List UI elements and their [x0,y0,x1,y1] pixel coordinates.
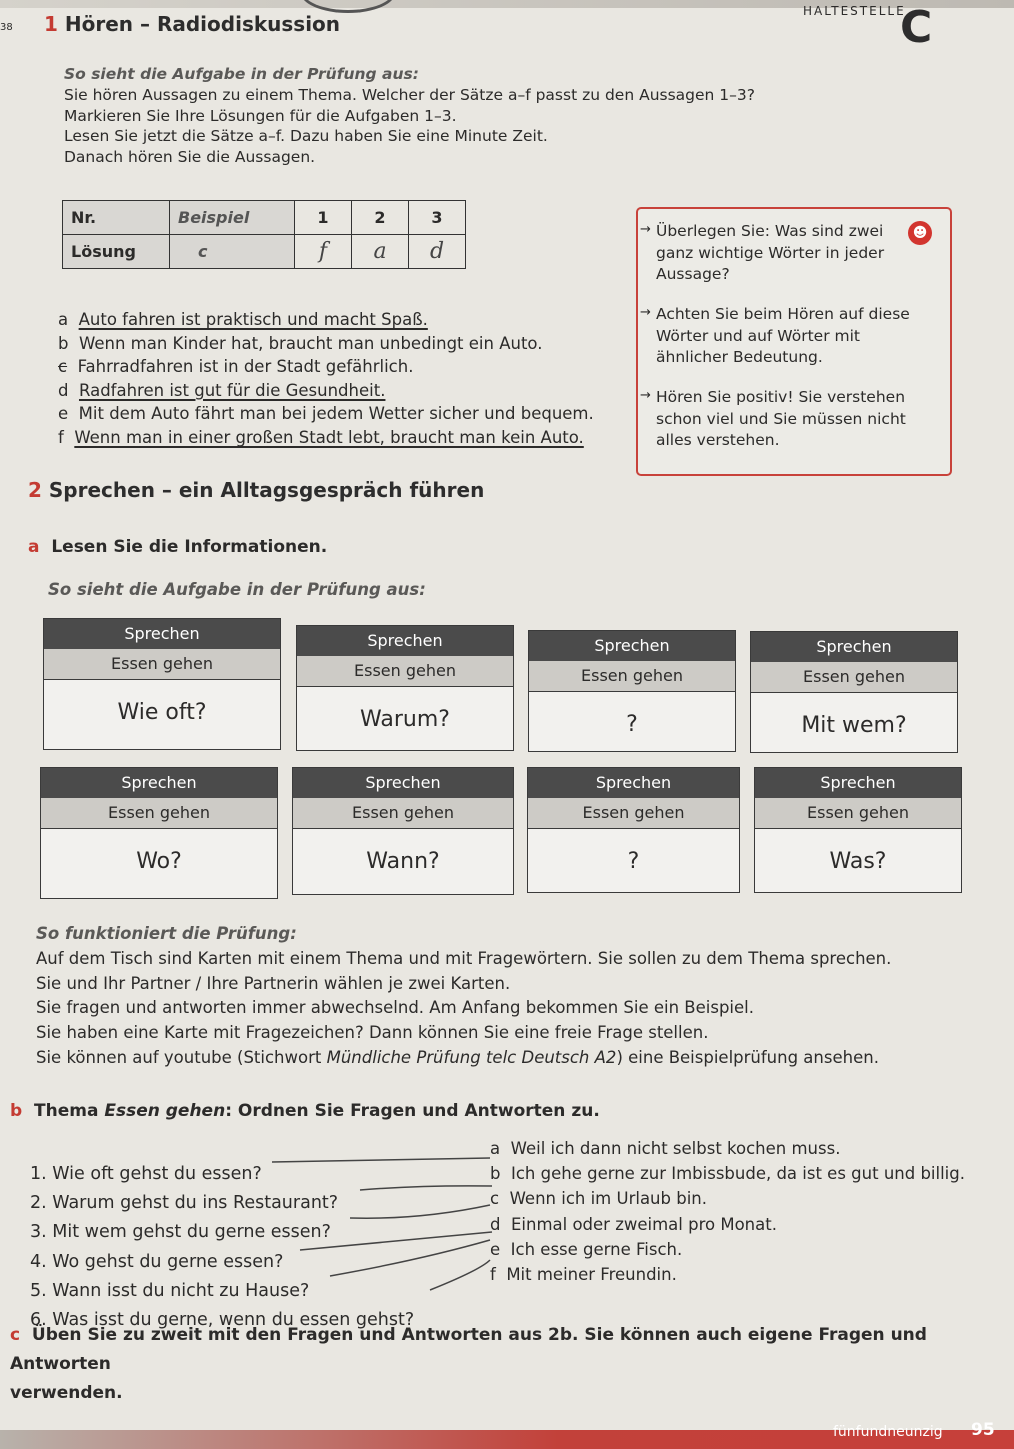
statement-letter: b [58,333,69,353]
task-text: Üben Sie zu zweit mit den Fragen und Antworten aus 2b. Sie können auch eigene Fragen und Antworten [10,1325,927,1374]
section1-title-text: Hören – Radiodiskussion [64,12,341,36]
smiley-icon: ☻ [908,221,932,245]
haltestelle-label: HALTESTELLE [803,4,906,18]
statement-text: Fahrradfahren ist in der Stadt gefährlich. [77,357,414,377]
speaking-card [750,631,958,753]
task-letter: a [28,537,40,557]
explanation-line: Auf dem Tisch sind Karten mit einem Thema und mit Fragewörtern. Sie sollen zu dem Thema sprechen. [36,948,892,968]
speaking-card [528,630,736,752]
table-label-loesung: Lösung [63,235,170,269]
card-top: Sprechen [528,768,739,798]
speaking-card [527,767,740,893]
card-top: Sprechen [44,619,280,649]
statement-f [58,426,594,450]
statement-text: Auto fahren ist praktisch und macht Spaß. [78,310,428,329]
tip-2: → Achten Sie beim Hören auf diese Wörter und auf Wörter mit ähnlicher Bedeutung. [640,305,910,367]
speaking-card [292,767,514,895]
card-question: Warum? [360,707,450,732]
question-item: 6. Was isst du gerne, wenn du essen gehst? [30,1310,415,1331]
answer-item: a Weil ich dann nicht selbst kochen muss. [490,1139,841,1158]
haltestelle-letter: C [900,2,933,53]
section2-number: 2 [28,478,42,502]
exam-explanation [36,922,996,1071]
arrow-right-icon: → [640,222,651,237]
card-question: Mit wem? [801,713,907,738]
statement-text: Wenn man Kinder hat, braucht man unbedingt ein Auto. [78,333,543,353]
statement-e [58,402,594,426]
table-header-2: 2 [352,201,409,235]
card-topic: Essen gehen [297,656,513,687]
question-item: 5. Wann isst du nicht zu Hause? [30,1280,310,1301]
match-line [350,1205,490,1218]
speaking-card [43,618,281,750]
match-line [430,1260,490,1290]
card-topic: Essen gehen [44,649,280,680]
task-letter: c [10,1325,21,1345]
card-question: Wie oft? [117,700,207,725]
table-header-1: 1 [295,201,352,235]
match-line [360,1186,492,1190]
statement-letter: f [58,427,64,447]
arrow-right-icon: → [640,388,651,403]
answer-item: e Ich esse gerne Fisch. [490,1239,683,1259]
intro-line: Sie hören Aussagen zu einem Thema. Welcher der Sätze a–f passt zu den Aussagen 1–3? [64,85,755,104]
statement-letter: d [58,380,69,400]
table-header-nr: Nr. [63,201,170,235]
question-item: 4. Wo gehst du gerne essen? [30,1251,284,1272]
task-2b: b Thema Essen gehen: Ordnen Sie Fragen und Antworten zu. [10,1101,600,1121]
solution-table [62,200,466,269]
card-topic: Essen gehen [751,662,957,693]
tip-box [636,207,952,476]
matching-lines [0,1140,1014,1320]
answer-item: f Mit meiner Freundin. [490,1265,677,1285]
statement-text: Wenn man in einer großen Stadt lebt, braucht man kein Auto. [74,427,584,447]
intro-line: Danach hören Sie die Aussagen. [64,148,316,167]
table-answer-3[interactable]: d [409,235,466,269]
statement-text: Radfahren ist gut für die Gesundheit. [78,380,386,400]
page-number-word: fünfundneunzig [833,1424,943,1440]
statement-b [58,332,594,356]
tip-3: → Hören Sie positiv! Sie verstehen schon viel und Sie müssen nicht alles verstehen. [640,388,906,450]
question-item: 2. Warum gehst du ins Restaurant? [30,1193,339,1214]
speaking-card [754,767,962,893]
task-text-continued: verwenden. [10,1382,123,1403]
statement-letter: e [58,404,69,424]
explanation-line: Sie haben eine Karte mit Fragezeichen? Dann können Sie eine freie Frage stellen. [36,1023,709,1042]
statement-d [58,379,594,403]
answer-item: d Einmal oder zweimal pro Monat. [490,1214,777,1234]
card-topic: Essen gehen [293,798,513,829]
card-top: Sprechen [529,631,735,661]
card-topic: Essen gehen [755,798,961,829]
answer-item: b Ich gehe gerne zur Imbissbude, da ist es gut und billig. [490,1164,965,1184]
task-2a-heading: So sieht die Aufgabe in der Prüfung aus: [48,580,426,599]
table-answer-1[interactable]: f [295,235,352,269]
answer-item: c Wenn ich im Urlaub bin. [490,1189,707,1209]
card-top: Sprechen [293,768,513,798]
tip-1: → Überlegen Sie: Was sind zwei ganz wichtige Wörter in jeder Aussage? [640,222,885,284]
table-header-beispiel: Beispiel [170,201,295,235]
card-top: Sprechen [41,768,277,798]
card-question: ? [626,712,638,737]
task-text: Lesen Sie die Informationen. [51,537,328,557]
explanation-heading: So funktioniert die Prüfung: [36,924,297,943]
statement-a [58,308,594,332]
section2-title-text: Sprechen – ein Alltagsgespräch führen [48,478,485,502]
explanation-line: Sie und Ihr Partner / Ihre Partnerin wählen je zwei Karten. [36,973,511,993]
speaking-card [296,625,514,751]
arrow-right-icon: → [640,305,651,320]
card-top: Sprechen [755,768,961,798]
section2-title [28,478,484,502]
table-example-answer: c [170,235,295,269]
match-line [272,1158,490,1162]
task-2a [28,537,327,557]
statement-list [58,308,594,450]
card-question: ? [627,849,640,874]
statement-text: Mit dem Auto fährt man bei jedem Wetter sicher und bequem. [78,404,594,424]
statement-letter: c [58,357,68,377]
intro-line: Markieren Sie Ihre Lösungen für die Aufgaben 1–3. [64,106,457,125]
statement-c [58,355,594,379]
card-topic: Essen gehen [41,798,277,829]
table-header-3: 3 [409,201,466,235]
card-question: Wo? [136,849,182,874]
card-topic: Essen gehen [529,661,735,692]
card-question: Was? [829,849,887,874]
intro-heading: So sieht die Aufgabe in der Prüfung aus: [64,65,419,83]
section1-title [44,12,340,36]
explanation-line: Sie können auf youtube (Stichwort Mündliche Prüfung telc Deutsch A2) eine Beispielprüfung ansehen. [36,1047,879,1067]
table-answer-2[interactable]: a [352,235,409,269]
task-2c [10,1321,1000,1408]
question-item: 3. Mit wem gehst du gerne essen? [30,1222,331,1243]
section1-number: 1 [44,12,58,36]
task-letter: b [10,1101,23,1121]
section1-intro [64,64,824,168]
left-page-number: 38 [0,22,13,33]
intro-line: Lesen Sie jetzt die Sätze a–f. Dazu haben Sie eine Minute Zeit. [64,127,548,146]
explanation-line: Sie fragen und antworten immer abwechselnd. Am Anfang bekommen Sie ein Beispiel. [36,998,754,1018]
statement-letter: a [58,310,69,329]
card-question: Wann? [366,849,440,874]
card-topic: Essen gehen [528,798,739,829]
question-item: 1. Wie oft gehst du essen? [30,1164,262,1184]
card-top: Sprechen [751,632,957,662]
page-number: 95 [971,1420,995,1440]
speaking-card [40,767,278,899]
card-top: Sprechen [297,626,513,656]
